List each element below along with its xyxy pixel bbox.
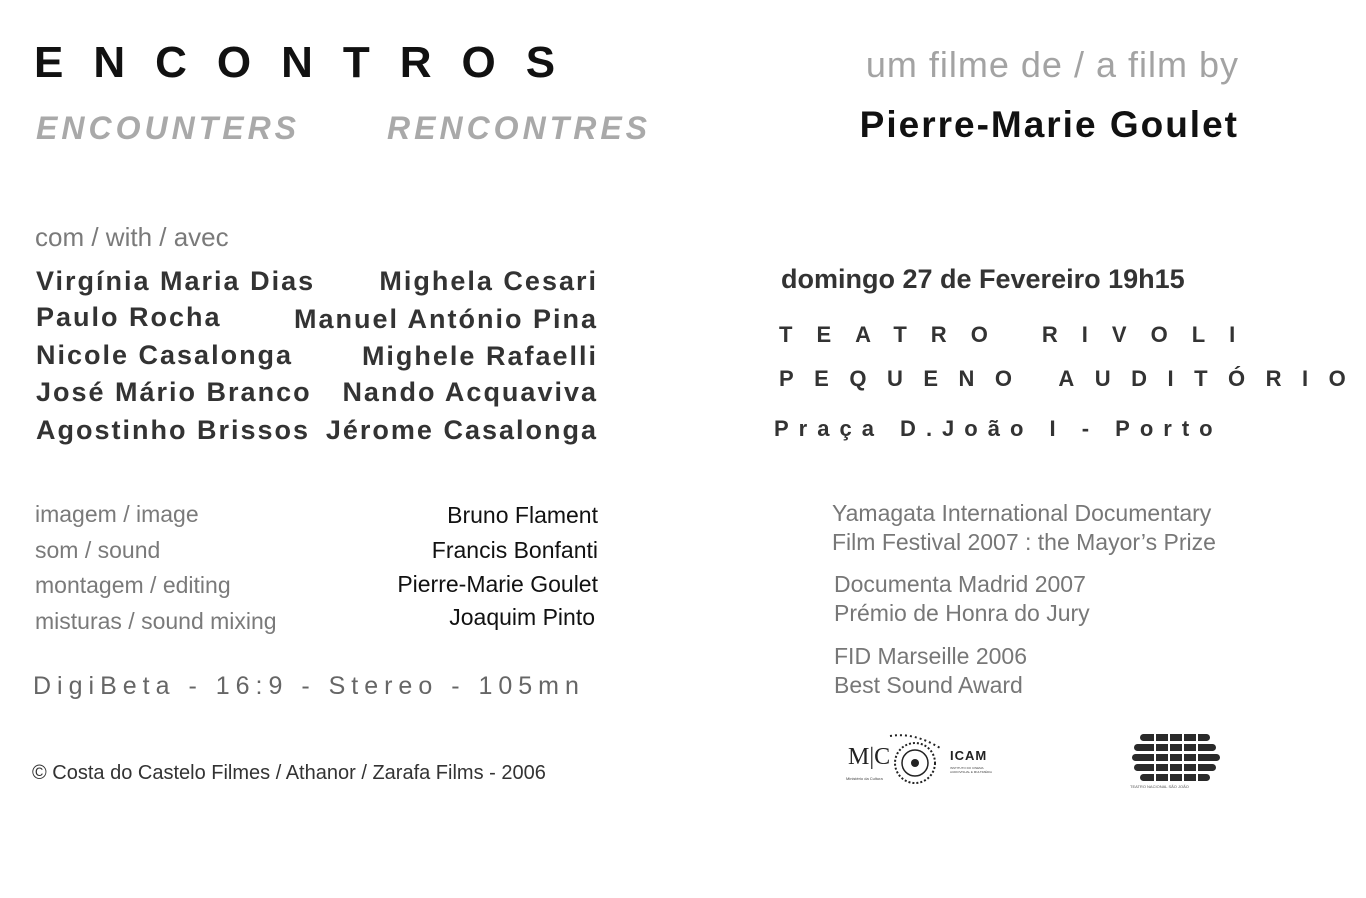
mc-logo-caption: Ministério da Cultura (846, 776, 883, 781)
cast-member: Nicole Casalonga (36, 340, 294, 370)
cast-member: Mighele Rafaelli (361, 341, 598, 371)
tnsj-emblem-icon (1130, 732, 1225, 782)
tnsj-logo-caption: TEATRO NACIONAL SÃO JOÃO (1130, 784, 1189, 789)
subtitle-english: ENCOUNTERS (36, 110, 301, 146)
award-entry (834, 642, 1027, 700)
crew-name: Joaquim Pinto (449, 604, 595, 630)
subtitle-french: RENCONTRES (387, 110, 652, 146)
award-entry (834, 570, 1090, 628)
copyright-notice: © Costa do Castelo Filmes / Athanor / Zarafa Films - 2006 (32, 762, 546, 784)
award-line: Yamagata International Documentary (832, 500, 1212, 526)
crew-role: imagem / image (35, 501, 199, 527)
cast-member: Manuel António Pina (294, 304, 598, 334)
award-line: Best Sound Award (834, 672, 1023, 698)
crew-role: montagem / editing (35, 572, 231, 598)
cast-member: Paulo Rocha (36, 302, 222, 332)
crew-name: Francis Bonfanti (431, 537, 598, 563)
award-line: Film Festival 2007 : the Mayor’s Prize (832, 529, 1216, 555)
crew-role: som / sound (35, 537, 161, 563)
award-line: FID Marseille 2006 (834, 643, 1028, 669)
venue-address: Praça D.João I - Porto (774, 416, 1223, 441)
crew-name: Pierre-Marie Goulet (397, 571, 598, 597)
screening-date: domingo 27 de Fevereiro 19h15 (781, 264, 1185, 294)
tnsj-logo (1130, 732, 1225, 792)
crew-role: misturas / sound mixing (35, 608, 277, 634)
cast-member: Agostinho Brissos (36, 415, 311, 445)
icam-logo-text: ICAM (950, 748, 988, 763)
cast-member: Virgínia Maria Dias (36, 266, 316, 296)
cast-member: Jérome Casalonga (325, 415, 598, 445)
venue-room: PEQUENO AUDITÓRIO (779, 366, 1366, 391)
film-by-label: um filme de / a film by (865, 44, 1239, 85)
technical-specs: DigiBeta - 16:9 - Stereo - 105mn (33, 672, 585, 700)
award-entry (832, 499, 1216, 557)
award-line: Prémio de Honra do Jury (834, 600, 1090, 626)
film-reel-icon (884, 730, 946, 788)
cast-label: com / with / avec (35, 222, 229, 252)
mc-logo-text: M|C (848, 744, 891, 770)
award-line: Documenta Madrid 2007 (834, 571, 1086, 597)
cast-member: Nando Acquaviva (342, 377, 598, 407)
director-name: Pierre-Marie Goulet (859, 104, 1239, 145)
icam-logo-caption: INSTITUTO DO CINEMA AUDIOVISUAL E MULTIMÉDIA (950, 766, 993, 774)
cast-member: José Mário Branco (36, 377, 312, 407)
crew-name: Bruno Flament (447, 502, 598, 528)
film-title: ENCONTROS (34, 38, 586, 87)
venue-name: TEATRO RIVOLI (779, 322, 1260, 347)
cast-member: Mighela Cesari (379, 266, 598, 296)
mc-icam-logo (846, 730, 996, 790)
